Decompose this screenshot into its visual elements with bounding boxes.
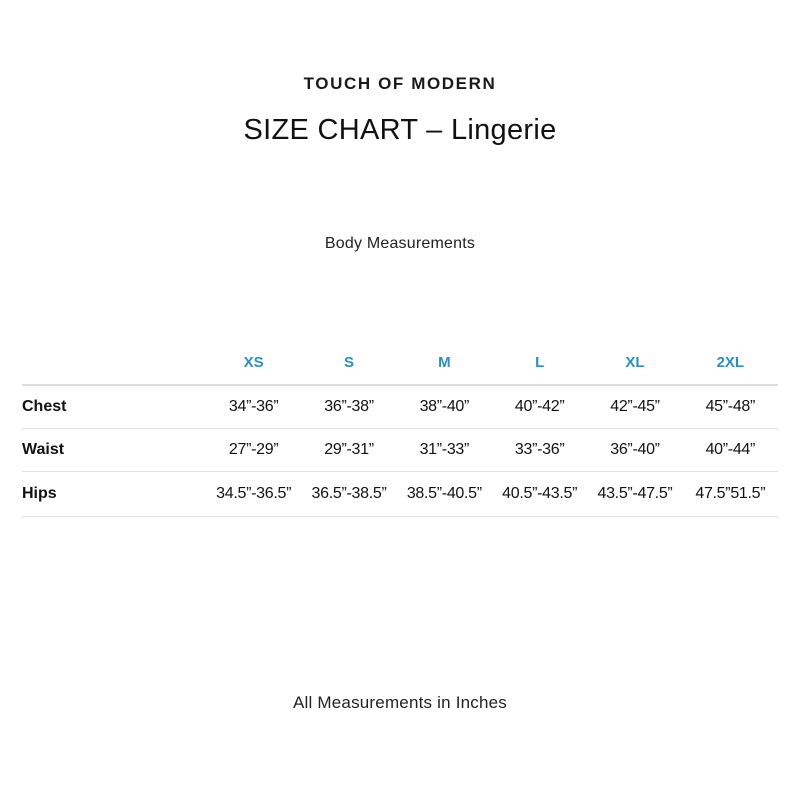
table-cell: 40”-44”	[683, 429, 778, 472]
table-cell: 34.5”-36.5”	[206, 472, 301, 517]
brand-logo-text: TOUCH OF MODERN	[303, 74, 497, 93]
table-cell: 31”-33”	[397, 429, 492, 472]
row-label-waist: Waist	[22, 429, 206, 472]
page-title: SIZE CHART – Lingerie	[243, 114, 557, 146]
size-header-xl: XL	[587, 340, 682, 385]
table-row-chest	[22, 385, 778, 429]
table-row-hips	[22, 472, 778, 517]
table-cell: 40”-42”	[492, 385, 587, 429]
table-cell: 27”-29”	[206, 429, 301, 472]
row-label-hips: Hips	[22, 472, 206, 517]
size-header-xs: XS	[206, 340, 301, 385]
table-cell: 36”-40”	[587, 429, 682, 472]
table-cell: 42”-45”	[587, 385, 682, 429]
row-label-chest: Chest	[22, 385, 206, 429]
table-cell: 33”-36”	[492, 429, 587, 472]
size-header-l: L	[492, 340, 587, 385]
table-cell: 43.5”-47.5”	[587, 472, 682, 517]
size-header-row	[22, 340, 778, 385]
table-cell: 29”-31”	[301, 429, 396, 472]
table-cell: 38.5”-40.5”	[397, 472, 492, 517]
size-header-s: S	[301, 340, 396, 385]
size-chart-table	[22, 340, 778, 517]
table-row-waist	[22, 429, 778, 472]
table-cell: 38”-40”	[397, 385, 492, 429]
table-cell: 40.5”-43.5”	[492, 472, 587, 517]
size-header-2xl: 2XL	[683, 340, 778, 385]
table-cell: 36”-38”	[301, 385, 396, 429]
table-cell: 47.5”51.5”	[683, 472, 778, 517]
table-cell: 34”-36”	[206, 385, 301, 429]
size-header-m: M	[397, 340, 492, 385]
table-subtitle: Body Measurements	[324, 235, 476, 252]
units-note: All Measurements in Inches	[292, 693, 507, 712]
table-cell: 36.5”-38.5”	[301, 472, 396, 517]
header-corner-cell	[22, 340, 206, 385]
table-cell: 45”-48”	[683, 385, 778, 429]
